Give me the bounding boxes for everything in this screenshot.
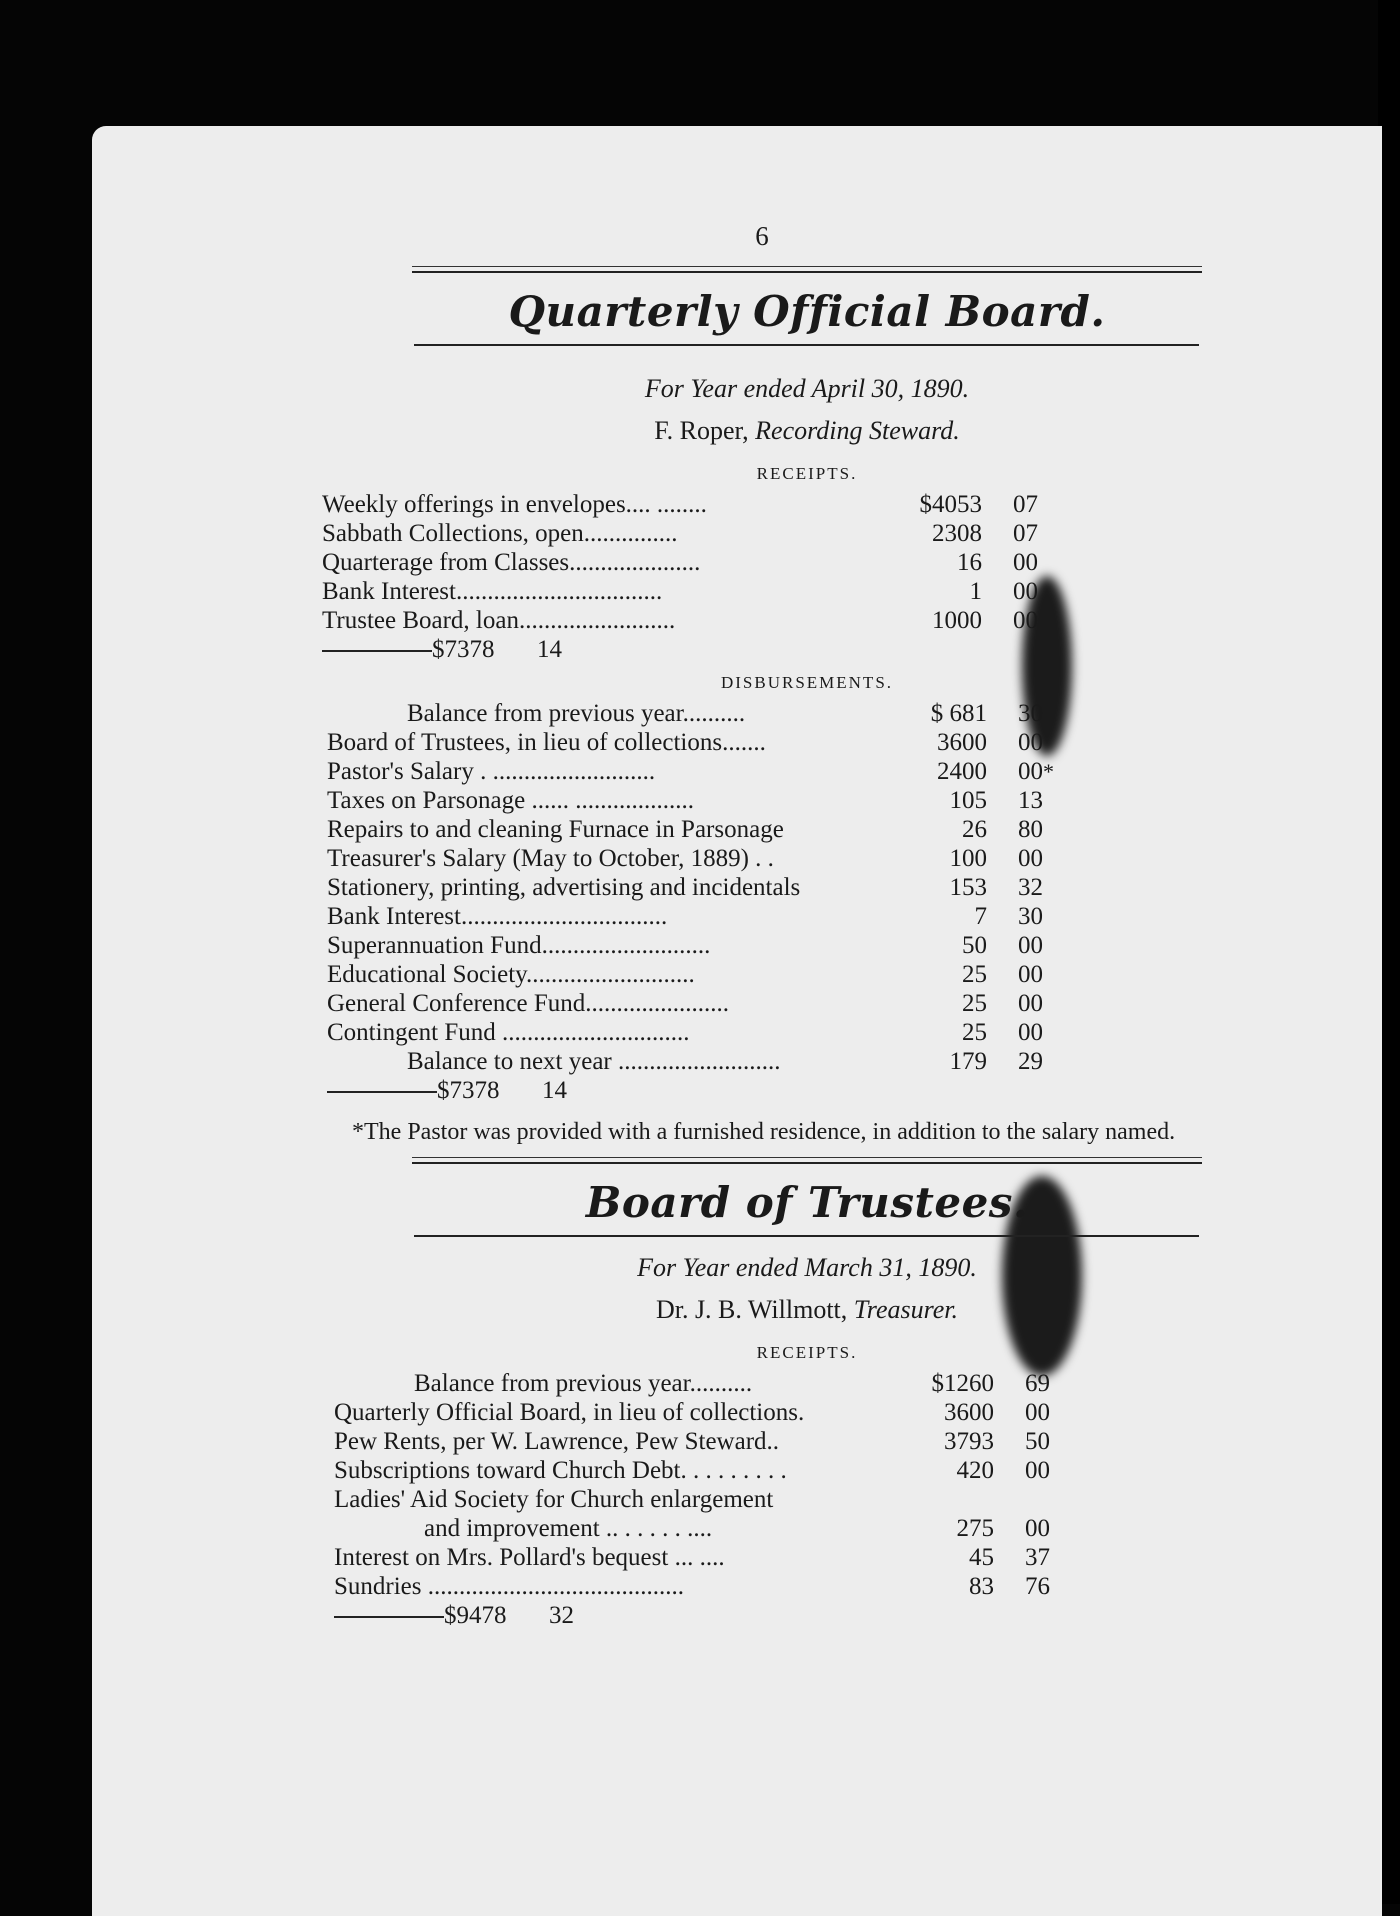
ledger-row-cents: 00 — [1025, 1399, 1050, 1426]
ledger-row — [327, 989, 1202, 1018]
ledger-row-cents: 00 — [1018, 961, 1043, 988]
ledger-row-dollars: 1000 — [932, 607, 982, 634]
ledger-row-cents: 00 — [1018, 758, 1043, 785]
ledger-row-cents: 00 — [1018, 1019, 1043, 1046]
officer-line — [412, 1295, 1202, 1325]
total-cents: 32 — [549, 1602, 574, 1629]
ledger-row-label: Balance from previous year.......... — [414, 1370, 753, 1397]
ledger-row-cents: 80 — [1018, 816, 1043, 843]
page-sheet — [92, 126, 1382, 1916]
section-heading: Board of Trustees. — [585, 1178, 1029, 1227]
ledger-row-label: Bank Interest................................. — [327, 903, 668, 930]
footnote-mark — [1043, 786, 1063, 815]
ledger-row — [327, 1018, 1202, 1047]
ledger-row-dollars: 275 — [956, 1515, 994, 1542]
footnote-mark — [1043, 815, 1063, 844]
ledger-row-cents: 00 — [1018, 932, 1043, 959]
footnote-mark — [1043, 1047, 1063, 1076]
ledger-row-label: Subscriptions toward Church Debt. . . . . . . . . — [334, 1457, 787, 1484]
receipts-list — [334, 1369, 1202, 1601]
ledger-row — [327, 1047, 1202, 1076]
heading-rule-top — [412, 1157, 1202, 1164]
ledger-row-dollars: 3600 — [937, 729, 987, 756]
ledger-row — [334, 1514, 1202, 1543]
ledger-row-cents — [994, 1485, 1050, 1514]
ledger-row-dollars: 25 — [962, 990, 987, 1017]
ledger-row-dollars: $4053 — [919, 491, 982, 518]
ledger-row — [334, 1427, 1202, 1456]
ledger-row-dollars: 7 — [974, 903, 987, 930]
ledger-row — [334, 1456, 1202, 1485]
ledger-row — [327, 699, 1202, 728]
ledger-row-cents: 32 — [1018, 874, 1043, 901]
ledger-row-cents: 07 — [1013, 491, 1038, 518]
ledger-row-label: Interest on Mrs. Pollard's bequest ... .... — [334, 1544, 725, 1571]
ledger-row — [327, 728, 1202, 757]
ledger-row-dollars: 420 — [956, 1457, 994, 1484]
ledger-row-dollars: 2308 — [932, 520, 982, 547]
footnote-mark — [1043, 728, 1063, 757]
ledger-row-dollars: $ 681 — [930, 700, 987, 727]
ledger-row-label: Board of Trustees, in lieu of collections....... — [327, 729, 766, 756]
ledger-row — [327, 815, 1202, 844]
ledger-row-label: Balance to next year .......................... — [407, 1048, 781, 1075]
ledger-row — [334, 1543, 1202, 1572]
ledger-row-label: Contingent Fund .............................. — [327, 1019, 690, 1046]
section-heading: Quarterly Official Board. — [508, 287, 1106, 336]
ledger-row-dollars: 3600 — [944, 1399, 994, 1426]
ledger-row-cents: 13 — [1018, 787, 1043, 814]
officer-line — [412, 416, 1202, 446]
officer-name: F. Roper, — [654, 416, 749, 445]
total-dollars: $7378 — [432, 636, 495, 663]
total-dollars: $7378 — [437, 1077, 500, 1104]
ledger-row-label: and improvement .. . . . . . .... — [424, 1515, 713, 1542]
ledger-row-label: Stationery, printing, advertising and incidentals — [327, 874, 801, 901]
ledger-row-cents: 37 — [1025, 1544, 1050, 1571]
officer-title: Treasurer. — [853, 1295, 959, 1324]
ledger-row-label: Sabbath Collections, open............... — [322, 520, 678, 547]
ledger-row — [327, 844, 1202, 873]
ledger-row — [322, 519, 1202, 548]
officer-name: Dr. J. B. Willmott, — [655, 1295, 848, 1324]
ledger-row — [327, 786, 1202, 815]
heading-rule-top — [412, 266, 1202, 273]
ledger-row — [327, 931, 1202, 960]
disbursements-list — [327, 699, 1202, 1076]
ledger-row — [334, 1369, 1202, 1398]
ledger-row-label: Pew Rents, per W. Lawrence, Pew Steward.. — [334, 1428, 780, 1455]
receipts-label: RECEIPTS. — [756, 464, 858, 483]
ledger-row-dollars: 16 — [957, 549, 982, 576]
ledger-row — [334, 1485, 1202, 1514]
ledger-row-cents: 30 — [1018, 903, 1043, 930]
footnote-mark — [1043, 902, 1063, 931]
receipts-list — [322, 490, 1202, 635]
ledger-row — [322, 606, 1202, 635]
period-line: For Year ended March 31, 1890. — [637, 1253, 977, 1282]
total-cents: 14 — [537, 636, 562, 663]
ledger-row — [334, 1572, 1202, 1601]
ledger-row-dollars: $1260 — [931, 1370, 994, 1397]
ledger-row — [327, 960, 1202, 989]
ledger-row-cents: 07 — [1013, 520, 1038, 547]
footnote: *The Pastor was provided with a furnished residence, in addition to the salary named. — [352, 1119, 1176, 1145]
ledger-row-cents: 50 — [1025, 1428, 1050, 1455]
ledger-row-label: Weekly offerings in envelopes.... ........ — [322, 491, 707, 518]
ledger-row-dollars: 83 — [969, 1573, 994, 1600]
ledger-row — [322, 548, 1202, 577]
disbursements-total — [327, 1076, 1202, 1108]
page-number: 6 — [755, 221, 769, 251]
ledger-row-dollars: 25 — [962, 1019, 987, 1046]
ledger-row-label: Sundries ......................................... — [334, 1573, 684, 1600]
ledger-row-cents: 00 — [1013, 607, 1038, 634]
footnote-mark — [1043, 699, 1063, 728]
ledger-row-label: Taxes on Parsonage ...... ................... — [327, 787, 694, 814]
footnote-mark — [1043, 844, 1063, 873]
ledger-row-label: Quarterly Official Board, in lieu of collections. — [334, 1399, 805, 1426]
ledger-row-label: Treasurer's Salary (May to October, 1889) . . — [327, 845, 774, 872]
ledger-row-label: Educational Society........................... — [327, 961, 695, 988]
ledger-row — [322, 490, 1202, 519]
period-line: For Year ended April 30, 1890. — [644, 374, 970, 403]
heading-rule-bottom — [414, 1235, 1199, 1237]
footnote-mark: * — [1043, 759, 1054, 784]
ledger-row — [327, 757, 1202, 786]
ledger-row-dollars: 179 — [949, 1048, 987, 1075]
ledger-row-label: Repairs to and cleaning Furnace in Parsonage — [327, 816, 784, 843]
ledger-row-label: Trustee Board, loan......................... — [322, 607, 676, 634]
ledger-row-cents: 00 — [1018, 729, 1043, 756]
disbursements-label: DISBURSEMENTS. — [720, 673, 894, 692]
page-content — [322, 221, 1202, 1633]
receipts-label: RECEIPTS. — [756, 1343, 858, 1362]
ledger-row-dollars: 26 — [962, 816, 987, 843]
ledger-row-dollars: 3793 — [944, 1428, 994, 1455]
footnote-mark — [1043, 873, 1063, 902]
total-cents: 14 — [542, 1077, 567, 1104]
ledger-row-dollars: 105 — [949, 787, 987, 814]
ledger-row — [322, 577, 1202, 606]
ledger-row-cents: 00 — [1025, 1457, 1050, 1484]
ledger-row-label: Balance from previous year.......... — [407, 700, 746, 727]
ledger-row — [327, 873, 1202, 902]
ledger-row-cents: 00 — [1013, 578, 1038, 605]
receipts-total — [322, 635, 1202, 667]
ledger-row-label: Bank Interest................................. — [322, 578, 663, 605]
footnote-mark — [1043, 931, 1063, 960]
ledger-row — [334, 1398, 1202, 1427]
ledger-row — [327, 902, 1202, 931]
ledger-row-cents: 00 — [1025, 1515, 1050, 1542]
ledger-row-dollars: 100 — [949, 845, 987, 872]
ledger-row-dollars: 2400 — [937, 758, 987, 785]
ledger-row-label: Pastor's Salary . .......................... — [327, 758, 656, 785]
ledger-row-dollars: 45 — [969, 1544, 994, 1571]
ledger-row-dollars: 1 — [969, 578, 982, 605]
receipts-total — [334, 1601, 1202, 1633]
ledger-row-cents: 00 — [1018, 990, 1043, 1017]
footnote-mark — [1043, 989, 1063, 1018]
ledger-row-dollars: 153 — [949, 874, 987, 901]
ledger-row-label: General Conference Fund....................... — [327, 990, 729, 1017]
ledger-row-cents: 29 — [1018, 1048, 1043, 1075]
footnote-mark — [1043, 960, 1063, 989]
officer-title: Recording Steward. — [755, 416, 960, 445]
ledger-row-cents: 76 — [1025, 1573, 1050, 1600]
ledger-row-cents: 00 — [1013, 549, 1038, 576]
ledger-row-label: Ladies' Aid Society for Church enlargement — [334, 1486, 774, 1513]
ledger-row-cents: 30 — [1018, 700, 1043, 727]
ledger-row-dollars: 50 — [962, 932, 987, 959]
footnote-mark — [1043, 1018, 1063, 1047]
total-dollars: $9478 — [444, 1602, 507, 1629]
ledger-row-label: Superannuation Fund........................... — [327, 932, 711, 959]
ledger-row-dollars: 25 — [962, 961, 987, 988]
ledger-row-cents: 00 — [1018, 845, 1043, 872]
ledger-row-dollars — [894, 1485, 994, 1514]
heading-rule-bottom — [414, 344, 1199, 346]
ledger-row-label: Quarterage from Classes..................... — [322, 549, 701, 576]
ledger-row-cents: 69 — [1025, 1370, 1050, 1397]
